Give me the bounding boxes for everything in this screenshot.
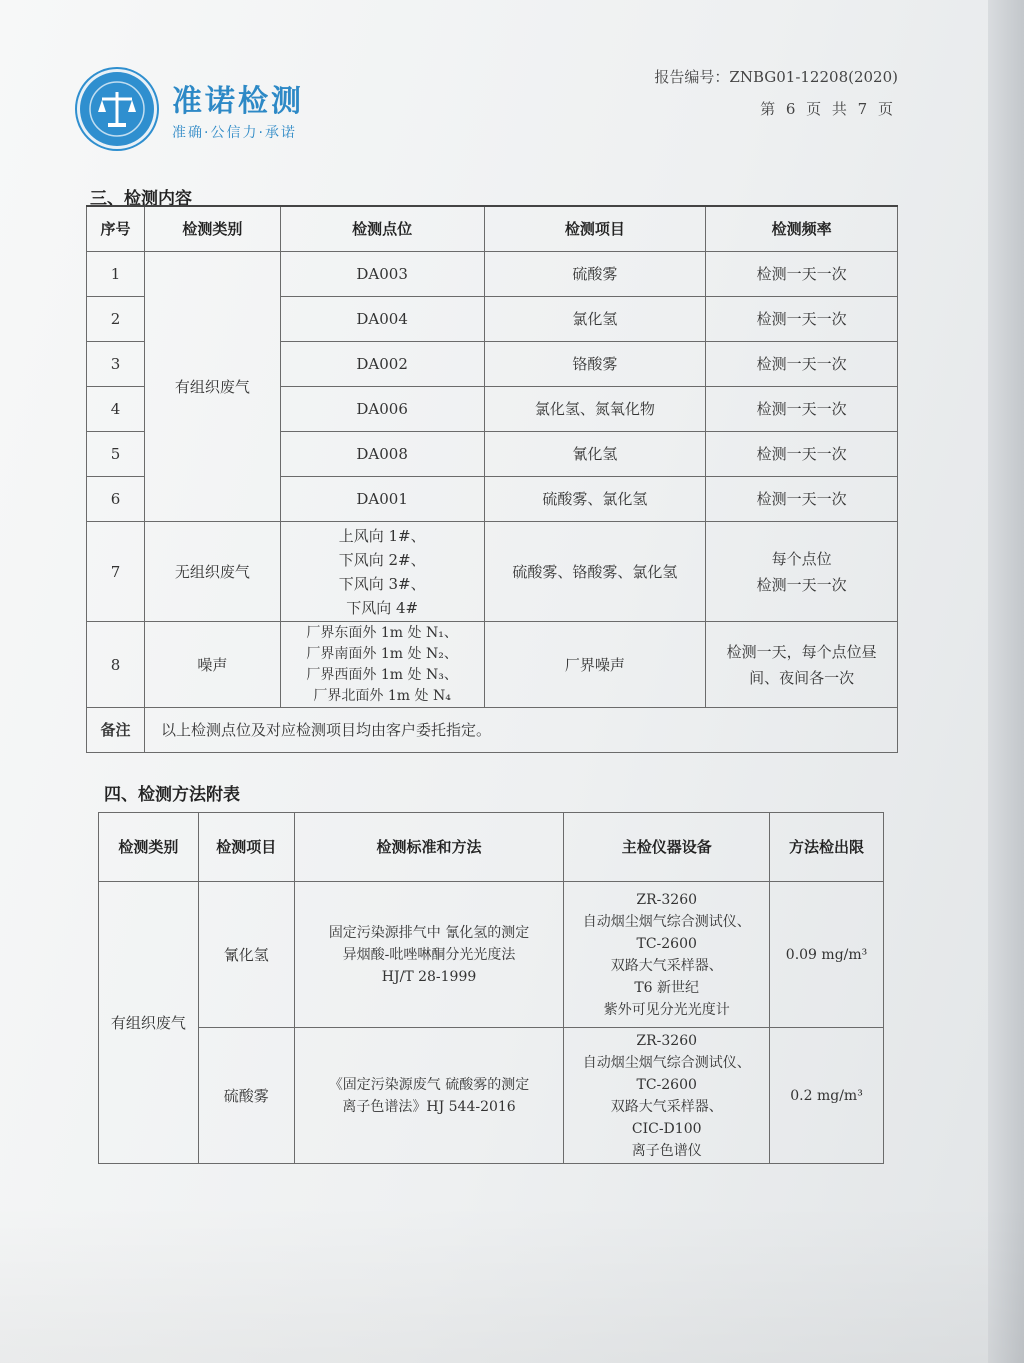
header-cell: 方法检出限 bbox=[770, 813, 884, 882]
equipment-line: 自动烟尘烟气综合测试仪、 bbox=[582, 1054, 751, 1071]
point-cell bbox=[280, 522, 484, 622]
method-line: 离子色谱法》HJ 544-2016 bbox=[342, 1098, 516, 1115]
point-line: 厂界南面外 1m 处 N₂、 bbox=[306, 645, 458, 662]
detection-content-table bbox=[86, 205, 898, 753]
freq-line: 检测一天一次 bbox=[756, 575, 847, 594]
equipment-line: T6 新世纪 bbox=[634, 979, 700, 996]
item-cell: 铬酸雾 bbox=[484, 342, 706, 387]
category-cell: 有组织废气 bbox=[144, 252, 280, 522]
point-cell: DA008 bbox=[280, 432, 484, 477]
freq-cell bbox=[706, 622, 898, 708]
header-cell: 序号 bbox=[87, 206, 145, 252]
freq-cell bbox=[706, 522, 898, 622]
header-cell: 检测点位 bbox=[280, 206, 484, 252]
photo-shadow bbox=[0, 1203, 1024, 1363]
method-line: 《固定污染源废气 硫酸雾的测定 bbox=[328, 1076, 530, 1093]
header-cell: 检测标准和方法 bbox=[294, 813, 564, 882]
table-header-row bbox=[87, 206, 898, 252]
point-line: 下风向 4# bbox=[346, 598, 419, 617]
table-row bbox=[99, 882, 884, 1028]
item-cell: 氰化氢 bbox=[198, 882, 294, 1028]
item-cell: 硫酸雾 bbox=[484, 252, 706, 297]
table-row bbox=[87, 252, 898, 297]
item-cell: 硫酸雾 bbox=[198, 1028, 294, 1164]
equipment-line: 双路大气采样器、 bbox=[610, 1098, 723, 1115]
item-cell: 氯化氢 bbox=[484, 297, 706, 342]
equipment-line: ZR-3260 bbox=[636, 1032, 698, 1049]
section3-title: 三、检测内容 bbox=[90, 189, 192, 209]
freq-line: 每个点位 bbox=[771, 549, 832, 568]
item-cell: 硫酸雾、氯化氢 bbox=[484, 477, 706, 522]
item-cell: 硫酸雾、铬酸雾、氯化氢 bbox=[484, 522, 706, 622]
row-number: 7 bbox=[87, 522, 145, 622]
point-line: 上风向 1#、 bbox=[338, 526, 426, 545]
point-line: 厂界东面外 1m 处 N₁、 bbox=[306, 624, 458, 641]
method-line: 固定污染源排气中 氰化氢的测定 bbox=[328, 924, 530, 941]
freq-cell: 检测一天一次 bbox=[706, 432, 898, 477]
table-row bbox=[99, 1028, 884, 1164]
category-cell: 无组织废气 bbox=[144, 522, 280, 622]
equipment-line: TC-2600 bbox=[636, 1076, 697, 1093]
row-number: 6 bbox=[87, 477, 145, 522]
method-line: HJ/T 28-1999 bbox=[381, 968, 477, 985]
equipment-cell bbox=[564, 1028, 770, 1164]
point-cell: DA003 bbox=[280, 252, 484, 297]
method-cell bbox=[294, 1028, 564, 1164]
point-line: 下风向 2#、 bbox=[338, 550, 426, 569]
scales-seal-icon bbox=[80, 72, 154, 146]
row-number: 4 bbox=[87, 387, 145, 432]
equipment-line: TC-2600 bbox=[636, 935, 697, 952]
company-logo bbox=[80, 72, 304, 146]
item-cell: 厂界噪声 bbox=[484, 622, 706, 708]
header-cell: 检测类别 bbox=[99, 813, 199, 882]
method-line: 异烟酸-吡唑啉酮分光光度法 bbox=[342, 946, 516, 963]
table-row bbox=[87, 522, 898, 622]
note-text: 以上检测点位及对应检测项目均由客户委托指定。 bbox=[144, 708, 897, 753]
point-cell: DA004 bbox=[280, 297, 484, 342]
equipment-line: 紫外可见分光光度计 bbox=[603, 1001, 730, 1018]
row-number: 1 bbox=[87, 252, 145, 297]
freq-line: 检测一天，每个点位昼 bbox=[726, 642, 877, 661]
equipment-cell bbox=[564, 882, 770, 1028]
point-line: 厂界西面外 1m 处 N₃、 bbox=[306, 666, 458, 683]
point-line: 厂界北面外 1m 处 N₄ bbox=[313, 687, 451, 704]
equipment-line: 双路大气采样器、 bbox=[610, 957, 723, 974]
equipment-line: 离子色谱仪 bbox=[631, 1142, 702, 1159]
brand-slogan: 准确·公信力·承诺 bbox=[172, 125, 297, 141]
category-cell: 有组织废气 bbox=[99, 882, 199, 1164]
point-cell: DA002 bbox=[280, 342, 484, 387]
point-line: 下风向 3#、 bbox=[338, 574, 426, 593]
item-cell: 氰化氢 bbox=[484, 432, 706, 477]
category-cell: 噪声 bbox=[144, 622, 280, 708]
table-row bbox=[87, 622, 898, 708]
freq-line: 间、夜间各一次 bbox=[749, 668, 855, 687]
header-cell: 检测项目 bbox=[484, 206, 706, 252]
section4-title: 四、检测方法附表 bbox=[104, 785, 240, 805]
row-number: 2 bbox=[87, 297, 145, 342]
header-cell: 检测类别 bbox=[144, 206, 280, 252]
freq-cell: 检测一天一次 bbox=[706, 387, 898, 432]
page-number: 第 6 页 共 7 页 bbox=[760, 100, 896, 118]
equipment-line: CIC-D100 bbox=[631, 1120, 702, 1137]
table-header-row bbox=[99, 813, 884, 882]
point-cell: DA006 bbox=[280, 387, 484, 432]
freq-cell: 检测一天一次 bbox=[706, 252, 898, 297]
note-row bbox=[87, 708, 898, 753]
method-cell bbox=[294, 882, 564, 1028]
limit-cell: 0.2 mg/m³ bbox=[770, 1028, 884, 1164]
header-cell: 检测项目 bbox=[198, 813, 294, 882]
freq-cell: 检测一天一次 bbox=[706, 477, 898, 522]
header-cell: 主检仪器设备 bbox=[564, 813, 770, 882]
equipment-line: 自动烟尘烟气综合测试仪、 bbox=[582, 913, 751, 930]
item-cell: 氯化氢、氮氧化物 bbox=[484, 387, 706, 432]
row-number: 8 bbox=[87, 622, 145, 708]
limit-cell: 0.09 mg/m³ bbox=[770, 882, 884, 1028]
brand-name: 准诺检测 bbox=[172, 84, 304, 119]
equipment-line: ZR-3260 bbox=[636, 891, 698, 908]
row-number: 5 bbox=[87, 432, 145, 477]
note-label: 备注 bbox=[87, 708, 145, 753]
page-edge bbox=[988, 0, 1024, 1363]
freq-cell: 检测一天一次 bbox=[706, 342, 898, 387]
freq-cell: 检测一天一次 bbox=[706, 297, 898, 342]
method-table bbox=[98, 812, 884, 1164]
point-cell: DA001 bbox=[280, 477, 484, 522]
header-cell: 检测频率 bbox=[706, 206, 898, 252]
report-number: 报告编号：ZNBG01-12208(2020) bbox=[654, 68, 898, 86]
row-number: 3 bbox=[87, 342, 145, 387]
point-cell bbox=[280, 622, 484, 708]
